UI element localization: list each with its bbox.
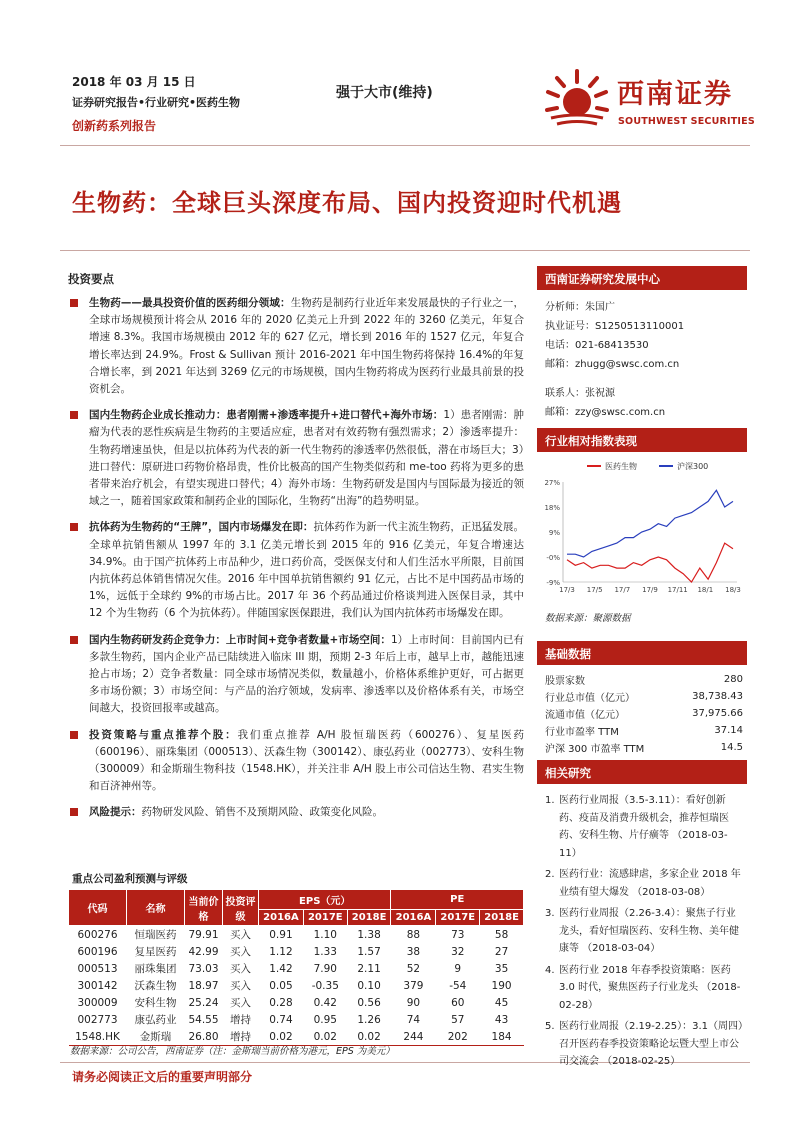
related-number: 3. (545, 908, 555, 919)
table-cell: 190 (491, 979, 512, 992)
table-cell: 增持 (230, 1014, 251, 1026)
table-cell: 35 (494, 962, 509, 975)
sidebar-heading-related: 相关研究 (537, 760, 747, 784)
table-cell: 57 (451, 1013, 465, 1026)
table-cell: 42.99 (188, 945, 219, 958)
legend-label: 医药生物 (605, 462, 637, 471)
table-cell: 000513 (77, 962, 118, 975)
x-tick-label: 18/1 (697, 586, 714, 594)
y-tick-label: -0% (546, 554, 560, 562)
table-cell: 600196 (77, 945, 118, 958)
table-row (69, 977, 524, 994)
related-text: 医药行业：流感肆虐，多家企业 2018 年业绩有望大爆发 （2018-03-08） (559, 869, 741, 898)
table-cell: 32 (451, 945, 465, 958)
table-cell: 002773 (77, 1013, 118, 1026)
sidebar-heading-basic: 基础数据 (537, 641, 747, 665)
table-cell: 25.24 (188, 996, 219, 1009)
logo-text-cn: 西南证券 (617, 79, 733, 110)
y-tick-label: -9% (546, 579, 560, 587)
basic-row (537, 739, 747, 756)
related-item[interactable] (545, 1018, 745, 1071)
table-cell: 73 (451, 928, 465, 941)
table-cell: 600276 (77, 928, 118, 941)
table-cell: 0.95 (313, 1013, 337, 1026)
bullet-lead: 国内生物药企业成长推动力：患者刚需+渗透率提升+进口替代+海外市场： (89, 409, 444, 422)
table-cell: 0.02 (347, 1028, 391, 1046)
table-cell: 0.05 (269, 979, 293, 992)
title-divider (60, 250, 750, 251)
contact-line: 邮箱：zzy@swsc.com.cn (545, 407, 666, 418)
basic-row (537, 705, 747, 722)
company-logo (545, 68, 755, 134)
table-cell: 买入 (230, 963, 251, 975)
table-cell: 300142 (77, 979, 118, 992)
col-year: 2016A (391, 910, 436, 926)
basic-row (537, 722, 747, 739)
table-cell: 43 (494, 1013, 509, 1026)
basic-row (537, 671, 747, 688)
bullet-lead: 生物药——最具投资价值的医药细分领域： (89, 297, 291, 309)
table-cell: 379 (403, 979, 424, 992)
table-cell: 60 (451, 996, 465, 1009)
table-cell: 1.12 (269, 945, 293, 958)
table-cell: 1.26 (357, 1013, 381, 1026)
report-series: 创新药系列报告 (72, 119, 157, 133)
basic-label: 行业总市值（亿元） (545, 693, 635, 704)
table-row (69, 960, 524, 977)
basic-value: 280 (723, 674, 743, 685)
table-cell: 27 (494, 945, 509, 958)
basic-value: 38,738.43 (692, 691, 743, 702)
table-cell: 300009 (77, 996, 118, 1009)
table-cell: 0.42 (313, 996, 337, 1009)
bullet-item (68, 804, 524, 821)
bullet-item (68, 727, 524, 796)
table-cell: 202 (436, 1028, 480, 1046)
header-divider (60, 145, 750, 146)
table-cell: 244 (391, 1028, 436, 1046)
table-cell: 2.11 (357, 962, 381, 975)
related-text: 医药行业周报（2.26-3.4）：聚焦子行业龙头，看好恒瑞医药、安科生物、美年健康等 （2018-03-04） (559, 908, 739, 954)
sidebar (537, 266, 747, 1067)
table-cell: 52 (406, 962, 421, 975)
bullet-square-icon (70, 299, 78, 307)
table-cell: 增持 (223, 1028, 259, 1046)
col-year: 2017E (303, 910, 347, 926)
table-cell: 74 (406, 1013, 421, 1026)
industry-rating: 强于大市(维持) (336, 85, 433, 101)
profit-table-title: 重点公司盈利预测与评级 (72, 873, 188, 885)
bullet-lead: 投资策略与重点推荐个股： (89, 728, 238, 741)
x-tick-label: 18/3 (725, 586, 741, 594)
related-number: 5. (545, 1021, 555, 1032)
bullet-text: 抗体药作为新一代主流生物药，正迅猛发展。全球单抗销售额从 1997 年的 3.1 亿美元增长到 2015 年的 916 亿美元，年复合增速达 34.9%。由于国产抗体药上市品种少，进口药价高，受医保支付和人们生活水平所限，目前国内抗体药总体销售情况欠佳。2016 年中国单抗销售额约 91 亿元，占比不足中国药品市场的 1%，远低于全球约 9%的市场占比。2017 年 36 个药品通过价格谈判进入医保目录，其中 12 个为生物药（6 个为抗体药）。伴随国家医保跟进，我们认为国内抗体药市场爆发在即。 (89, 521, 525, 620)
bullet-text: 我们重点推荐 A/H 股恒瑞医药（600276）、复星医药（600196）、丽珠集团（000513）、沃森生物（300142）、康弘药业（002773）、安科生物（300009）和金斯瑞生物科技（1548.HK），并关注非 A/H 股上市公司信达生物、君实生物和百济神州等。 (89, 728, 524, 793)
table-cell: 0.02 (303, 1028, 347, 1046)
x-tick-label: 17/7 (614, 586, 631, 594)
table-cell: 1.38 (357, 928, 381, 941)
col-name: 名称 (127, 890, 185, 926)
relative-index-chart (537, 428, 747, 628)
related-text: 医药行业周报（2.19-2.25）：3.1（周四）召开医药春季投资策略论坛暨大型上市公司交流会 （2018-02-25） (559, 1021, 744, 1067)
basic-data-table (537, 671, 747, 756)
basic-value: 37,975.66 (692, 708, 743, 719)
bullet-item (68, 632, 524, 718)
basic-data (537, 641, 747, 756)
table-cell: 38 (406, 945, 421, 958)
bullet-item (68, 407, 524, 510)
related-text: 医药行业 2018 年春季投资策略：医药 3.0 时代，聚焦医药子行业龙头 （2018-02-28） (559, 964, 741, 1011)
chart-source: 数据来源：聚源数据 (545, 613, 631, 624)
col-price: 当前价格 (185, 890, 223, 926)
col-year: 2017E (436, 910, 480, 926)
table-cell: 买入 (230, 980, 251, 992)
basic-label: 流通市值（亿元） (545, 710, 625, 721)
x-tick-label: 17/9 (642, 586, 658, 594)
basic-row (537, 688, 747, 705)
table-cell: 26.80 (185, 1028, 223, 1046)
bullet-item (68, 295, 524, 398)
table-cell: 1.57 (357, 945, 381, 958)
table-cell: 0.91 (269, 928, 293, 941)
related-number: 2. (545, 869, 555, 880)
table-cell: 0.74 (269, 1013, 293, 1026)
analyst-line: 执业证号：S1250513110001 (545, 321, 685, 332)
related-text: 医药行业周报（3.5-3.11）：看好创新药、疫苗及消费升级机会，推荐恒瑞医药、安科生物、片仔癀等 （2018-03-11） (559, 795, 729, 859)
table-cell: 0.10 (357, 979, 381, 992)
table-cell: 安科生物 (134, 997, 177, 1009)
bullet-lead: 国内生物药研发药企竞争力：上市时间+竞争者数量+市场空间： (89, 633, 391, 646)
table-cell: 恒瑞医药 (134, 929, 177, 941)
table-cell: 88 (406, 928, 421, 941)
investment-highlights (68, 271, 524, 831)
legend-label: 沪深300 (677, 462, 709, 471)
table-cell: 58 (494, 928, 509, 941)
series-line (567, 543, 733, 582)
col-year: 2018E (347, 910, 391, 926)
related-list (537, 784, 747, 1071)
bullet-square-icon (70, 636, 78, 644)
related-item[interactable] (545, 962, 745, 1015)
sidebar-heading-chart: 行业相对指数表现 (537, 428, 747, 452)
related-item[interactable] (545, 905, 745, 958)
bullet-item (68, 519, 524, 622)
table-cell: 沃森生物 (134, 980, 177, 992)
report-date: 2018 年 03 月 15 日 (72, 75, 196, 89)
basic-value: 37.14 (714, 725, 743, 736)
y-tick-label: 27% (544, 479, 560, 487)
table-cell: 康弘药业 (134, 1014, 177, 1026)
table-cell: 金斯瑞 (127, 1028, 185, 1046)
col-rating: 投资评级 (223, 890, 259, 926)
related-item[interactable] (545, 866, 745, 901)
bullet-text: 1）上市时间：目前国内已有多款生物药，国内企业产品已陆续进入临床 III 期，预期 2-3 年后上市，越早上市，越能迅速抢占市场；2）竞争者数量：同全球市场情况类似，数量越小，价格体系维护更好，可占据更多市场份额；3）市场空间：与产品的治疗领域，发病率、渗透率以及价格体系有关，市场空间越大，投资回报率或越高。 (89, 633, 524, 715)
table-cell: 0.56 (357, 996, 381, 1009)
col-year: 2016A (259, 910, 304, 926)
table-cell: 丽珠集团 (134, 963, 177, 975)
bullet-lead: 风险提示： (89, 806, 142, 819)
table-cell: 9 (454, 962, 462, 975)
table-cell: 73.03 (188, 962, 219, 975)
col-year: 2018E (480, 910, 524, 926)
table-row (69, 926, 524, 944)
table-cell: 18.97 (188, 979, 219, 992)
basic-label: 沪深 300 市盈率 TTM (545, 744, 645, 755)
table-cell: 复星医药 (134, 946, 177, 958)
sun-logo-icon (545, 68, 609, 132)
basic-label: 股票家数 (545, 676, 585, 687)
bullet-square-icon (70, 411, 78, 419)
table-cell: 0.02 (259, 1028, 304, 1046)
table-cell: 7.90 (313, 962, 337, 975)
related-research (537, 760, 747, 1075)
related-number: 1. (545, 795, 555, 806)
analyst-info (537, 290, 747, 422)
table-cell: 1.33 (313, 945, 337, 958)
related-number: 4. (545, 964, 555, 976)
table-cell: 买入 (230, 997, 251, 1009)
analyst-line: 电话：021-68413530 (545, 340, 649, 351)
table-cell: -0.35 (311, 979, 339, 992)
chart-canvas (537, 456, 747, 606)
table-row (69, 1011, 524, 1028)
page-title: 生物药：全球巨头深度布局、国内投资迎时代机遇 (72, 188, 622, 217)
disclaimer-note: 请务必阅读正文后的重要声明部分 (72, 1070, 253, 1084)
col-code: 代码 (69, 890, 127, 926)
bullet-square-icon (70, 808, 78, 816)
report-type: 证券研究报告•行业研究•医药生物 (72, 96, 241, 109)
table-cell: 79.91 (188, 928, 219, 941)
y-tick-label: 18% (544, 504, 560, 512)
bullet-lead: 抗体药为生物药的“王牌”，国内市场爆发在即： (89, 521, 314, 534)
table-cell: 买入 (230, 946, 251, 958)
col-eps: EPS（元） (259, 890, 391, 910)
table-cell: 90 (406, 996, 421, 1009)
bullet-square-icon (70, 731, 78, 739)
y-tick-label: 9% (548, 529, 560, 537)
table-cell: 184 (480, 1028, 524, 1046)
table-row (69, 994, 524, 1011)
analyst-line: 分析师：朱国广 (545, 302, 615, 313)
table-cell: -54 (449, 979, 467, 992)
bullet-text: 1）患者刚需：肿瘤为代表的恶性疾病是生物药的主要适应症，患者对有效药物有强烈需求；2）渗透率提升：生物药增速虽快，但是以抗体药为代表的新一代生物药的渗透率仍然很低，潜在市场巨大；3）进口替代：原研进口药物价格昂贵，性价比极高的国产生物类似药和 me-too 药将为更多的患者带来治疗机会，有望实现进口替代；4）海外市场：生物药研发是国内与国际最为接近的领域之一，随着国家政策和制药企业的国际化，生物药“出海”的趋势明显。 (89, 409, 524, 508)
x-tick-label: 17/5 (586, 586, 603, 594)
table-cell: 54.55 (188, 1013, 219, 1026)
x-tick-label: 17/3 (559, 586, 575, 594)
table-cell: 买入 (230, 929, 251, 941)
bullet-text: 药物研发风险、销售不及预期风险、政策变化风险。 (141, 806, 383, 819)
series-line (567, 490, 733, 557)
sidebar-heading-research-center: 西南证券研究发展中心 (537, 266, 747, 290)
x-tick-label: 17/11 (667, 586, 688, 594)
col-pe: PE (391, 890, 524, 910)
table-cell: 1.42 (269, 962, 293, 975)
table-cell: 1.10 (313, 928, 337, 941)
related-item[interactable] (545, 792, 745, 862)
section-heading: 投资要点 (68, 272, 114, 286)
logo-text-en: SOUTHWEST SECURITIES (618, 116, 755, 127)
basic-value: 14.5 (720, 742, 743, 753)
table-row (69, 943, 524, 960)
table-source: 数据来源：公司公告，西南证券（注：金斯瑞当前价格为港元，EPS 为美元） (70, 1046, 395, 1057)
basic-label: 行业市盈率 TTM (545, 727, 619, 738)
profit-forecast-table (68, 889, 524, 1046)
bullet-text: 生物药是制药行业近年来发展最快的子行业之一，全球市场规模预计将会从 2016 年的 2020 亿美元上升到 2022 年的 3260 亿美元，年复合增速 8.3%。我国市场规模由 2012 年的 627 亿元，增长到 2016 年的 1527 亿元，年复合增长率达到 24.9%。Frost & Sullivan 预计 2016-2021 年中国生物药将保持 16.4%的年复合增长率，到 2021 年达到 3269 亿元的市场规模，国内生物药将成为医药行业最具前景的投资机会。 (89, 297, 525, 396)
table-cell: 45 (494, 996, 509, 1009)
bullet-square-icon (70, 523, 78, 531)
table-cell: 1548.HK (69, 1028, 127, 1046)
analyst-line: 邮箱：zhugg@swsc.com.cn (545, 359, 680, 370)
table-cell: 0.28 (269, 996, 293, 1009)
contact-line: 联系人：张祝源 (545, 388, 615, 399)
